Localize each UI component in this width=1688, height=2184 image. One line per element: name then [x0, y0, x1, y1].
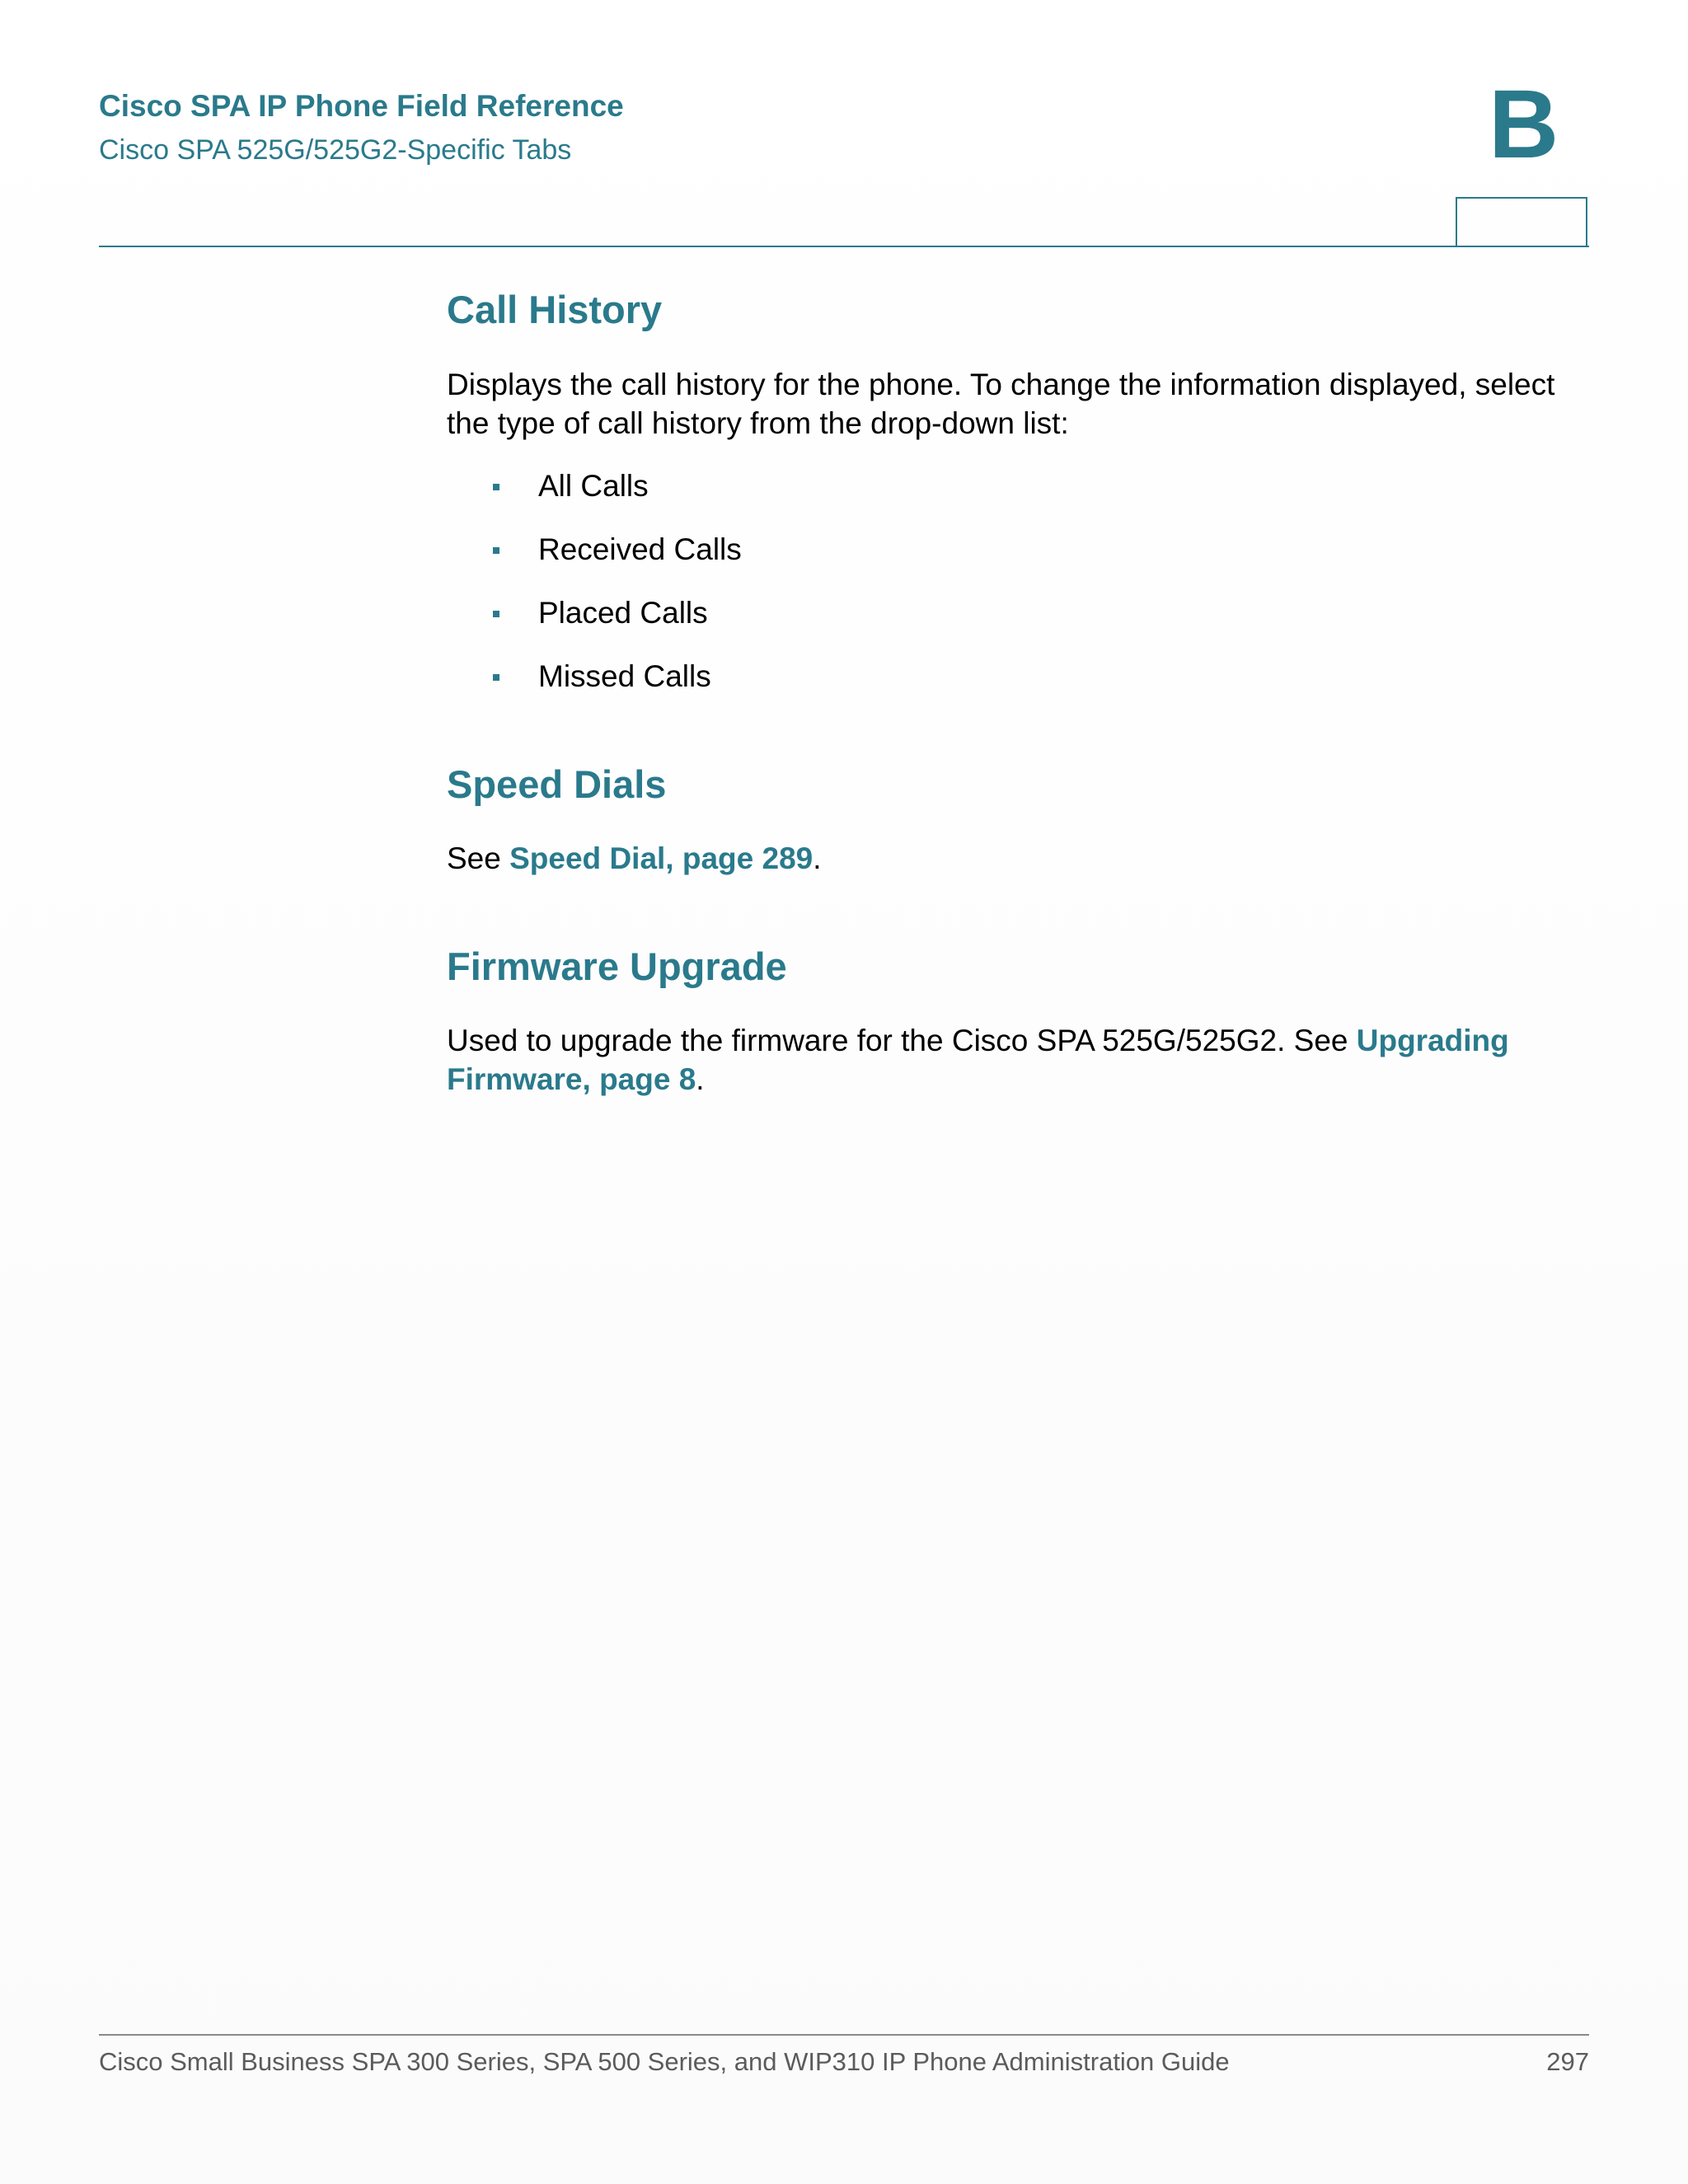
appendix-tab-box — [1456, 197, 1587, 246]
list-item-label: Placed Calls — [538, 596, 708, 630]
call-history-description: Displays the call history for the phone. To change the information displayed, select the type of call history from the drop-down list: — [447, 368, 1555, 440]
list-item-label: All Calls — [538, 469, 649, 503]
footer-guide-title: Cisco Small Business SPA 300 Series, SPA 500 Series, and WIP310 IP Phone Administration Guide — [99, 2047, 1230, 2076]
speed-dials-description — [447, 839, 1589, 878]
firmware-text-suffix: . — [696, 1062, 705, 1096]
header-title: Cisco SPA IP Phone Field Reference — [99, 89, 624, 123]
header-divider — [99, 246, 1589, 247]
header-subtitle: Cisco SPA 525G/525G2-Specific Tabs — [99, 134, 572, 166]
firmware-text-prefix: Used to upgrade the firmware for the Cisco SPA 525G/525G2. See — [447, 1024, 1357, 1057]
footer-divider — [99, 2034, 1589, 2036]
upgrading-firmware-link[interactable]: Upgrading Firmware, page 8 — [447, 1024, 1509, 1096]
bullet-icon — [493, 611, 499, 617]
call-history-heading: Call History — [447, 288, 663, 331]
bullet-icon — [493, 674, 499, 681]
speed-dials-heading: Speed Dials — [447, 762, 667, 806]
appendix-letter: B — [1489, 70, 1559, 179]
list-item-label: Received Calls — [538, 532, 742, 566]
list-item-label: Missed Calls — [538, 659, 711, 693]
bullet-icon — [493, 484, 499, 490]
page-number: 297 — [1546, 2047, 1589, 2076]
firmware-upgrade-heading: Firmware Upgrade — [447, 944, 787, 988]
bullet-icon — [493, 547, 499, 554]
speed-dial-link[interactable]: Speed Dial, page 289 — [509, 841, 814, 875]
firmware-upgrade-description — [447, 1021, 1589, 1099]
speed-dials-text-suffix: . — [813, 841, 822, 875]
speed-dials-text-prefix: See — [447, 841, 510, 875]
